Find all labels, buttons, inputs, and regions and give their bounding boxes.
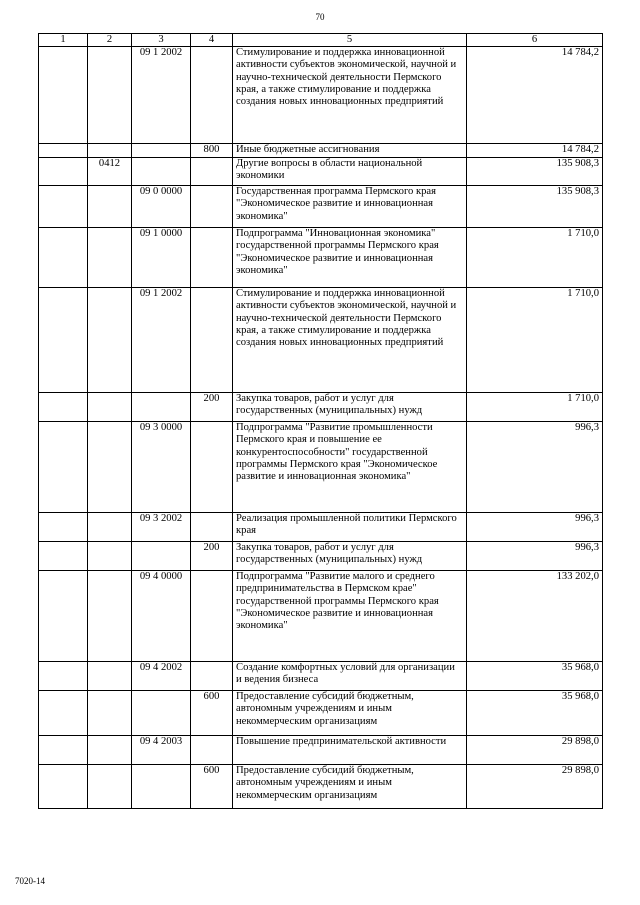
- table-row: [39, 393, 603, 422]
- cell-amount: 1 710,0: [467, 393, 603, 422]
- cell-target-article: 09 3 2002: [132, 513, 191, 542]
- cell-target-article: [132, 691, 191, 736]
- cell-section: [39, 288, 88, 393]
- cell-subsection: [88, 691, 132, 736]
- footer-document-code: 7020-14: [15, 876, 45, 886]
- table-row: [39, 144, 603, 158]
- cell-subsection: [88, 571, 132, 662]
- cell-target-article: 09 0 0000: [132, 186, 191, 228]
- cell-amount: 35 968,0: [467, 662, 603, 691]
- table-row: [39, 765, 603, 809]
- cell-amount: 29 898,0: [467, 736, 603, 765]
- cell-description: Повышение предпринимательской активности: [233, 736, 467, 765]
- table-row: [39, 47, 603, 144]
- cell-target-article: [132, 542, 191, 571]
- cell-section: [39, 542, 88, 571]
- cell-subsection: [88, 288, 132, 393]
- cell-section: [39, 765, 88, 809]
- cell-subsection: [88, 736, 132, 765]
- cell-amount: 1 710,0: [467, 288, 603, 393]
- cell-amount: 996,3: [467, 513, 603, 542]
- cell-expense-type: [191, 662, 233, 691]
- cell-description: Стимулирование и поддержка инновационной активности субъектов экономической, научной и научно-технической деятельности Пермского края, а также стимулирование и поддержка создания новых инновационных предприятий: [233, 288, 467, 393]
- cell-expense-type: [191, 736, 233, 765]
- cell-subsection: 0412: [88, 158, 132, 186]
- cell-amount: 133 202,0: [467, 571, 603, 662]
- cell-subsection: [88, 47, 132, 144]
- cell-expense-type: [191, 288, 233, 393]
- cell-description: Иные бюджетные ассигнования: [233, 144, 467, 158]
- cell-description: Подпрограмма "Развитие малого и среднего предпринимательства в Пермском крае" государственной программы Пермского края "Экономическое развитие и инновационная экономика": [233, 571, 467, 662]
- cell-section: [39, 422, 88, 513]
- cell-description: Предоставление субсидий бюджетным, автономным учреждениям и иным некоммерческим организациям: [233, 691, 467, 736]
- cell-subsection: [88, 422, 132, 513]
- cell-target-article: [132, 158, 191, 186]
- cell-amount: 29 898,0: [467, 765, 603, 809]
- col-header-3: 3: [132, 34, 191, 47]
- col-header-6: 6: [467, 34, 603, 47]
- cell-amount: 996,3: [467, 422, 603, 513]
- cell-amount: 996,3: [467, 542, 603, 571]
- cell-description: Стимулирование и поддержка инновационной активности субъектов экономической, научной и научно-технической деятельности Пермского края, а также стимулирование и поддержка создания новых инновационных предприятий: [233, 47, 467, 144]
- cell-target-article: 09 4 0000: [132, 571, 191, 662]
- cell-amount: 135 908,3: [467, 186, 603, 228]
- cell-subsection: [88, 513, 132, 542]
- table-row: [39, 571, 603, 662]
- cell-description: Подпрограмма "Инновационная экономика" государственной программы Пермского края "Экономическое развитие и инновационная экономика": [233, 228, 467, 288]
- table-row: [39, 288, 603, 393]
- table-row: [39, 736, 603, 765]
- table-row: [39, 513, 603, 542]
- cell-section: [39, 158, 88, 186]
- cell-description: Создание комфортных условий для организации и ведения бизнеса: [233, 662, 467, 691]
- cell-expense-type: [191, 228, 233, 288]
- col-header-1: 1: [39, 34, 88, 47]
- cell-amount: 135 908,3: [467, 158, 603, 186]
- cell-expense-type: 200: [191, 393, 233, 422]
- col-header-5: 5: [233, 34, 467, 47]
- cell-subsection: [88, 228, 132, 288]
- cell-section: [39, 736, 88, 765]
- cell-section: [39, 228, 88, 288]
- cell-description: Закупка товаров, работ и услуг для государственных (муниципальных) нужд: [233, 393, 467, 422]
- table-row: [39, 422, 603, 513]
- cell-expense-type: 200: [191, 542, 233, 571]
- cell-target-article: [132, 765, 191, 809]
- cell-expense-type: 800: [191, 144, 233, 158]
- cell-target-article: 09 3 0000: [132, 422, 191, 513]
- col-header-2: 2: [88, 34, 132, 47]
- cell-description: Другие вопросы в области национальной экономики: [233, 158, 467, 186]
- cell-amount: 35 968,0: [467, 691, 603, 736]
- cell-target-article: 09 4 2003: [132, 736, 191, 765]
- cell-target-article: [132, 144, 191, 158]
- cell-subsection: [88, 186, 132, 228]
- cell-section: [39, 691, 88, 736]
- cell-section: [39, 47, 88, 144]
- cell-description: Закупка товаров, работ и услуг для государственных (муниципальных) нужд: [233, 542, 467, 571]
- cell-subsection: [88, 662, 132, 691]
- cell-description: Государственная программа Пермского края "Экономическое развитие и инновационная экономика": [233, 186, 467, 228]
- cell-amount: 14 784,2: [467, 144, 603, 158]
- page-number: 70: [315, 12, 325, 22]
- cell-section: [39, 513, 88, 542]
- cell-target-article: 09 4 2002: [132, 662, 191, 691]
- cell-amount: 1 710,0: [467, 228, 603, 288]
- cell-amount: 14 784,2: [467, 47, 603, 144]
- table-row: [39, 228, 603, 288]
- cell-description: Реализация промышленной политики Пермского края: [233, 513, 467, 542]
- table-row: [39, 662, 603, 691]
- cell-subsection: [88, 765, 132, 809]
- cell-target-article: [132, 393, 191, 422]
- cell-section: [39, 144, 88, 158]
- cell-section: [39, 186, 88, 228]
- cell-subsection: [88, 144, 132, 158]
- cell-section: [39, 571, 88, 662]
- cell-target-article: 09 1 2002: [132, 47, 191, 144]
- cell-target-article: 09 1 0000: [132, 228, 191, 288]
- table-row: [39, 158, 603, 186]
- table-row: [39, 542, 603, 571]
- table-header-row: [39, 34, 603, 47]
- cell-expense-type: [191, 513, 233, 542]
- cell-section: [39, 662, 88, 691]
- cell-description: Подпрограмма "Развитие промышленности Пермского края и повышение ее конкурентоспособности" государственной программы Пермского края "Экономическое развитие и инновационная экономика": [233, 422, 467, 513]
- cell-description: Предоставление субсидий бюджетным, автономным учреждениям и иным некоммерческим организациям: [233, 765, 467, 809]
- table-row: [39, 186, 603, 228]
- cell-expense-type: [191, 186, 233, 228]
- table-row: [39, 691, 603, 736]
- cell-subsection: [88, 542, 132, 571]
- cell-expense-type: 600: [191, 691, 233, 736]
- cell-target-article: 09 1 2002: [132, 288, 191, 393]
- cell-expense-type: [191, 422, 233, 513]
- cell-subsection: [88, 393, 132, 422]
- cell-expense-type: [191, 47, 233, 144]
- cell-expense-type: [191, 571, 233, 662]
- budget-table: [38, 33, 603, 809]
- cell-expense-type: 600: [191, 765, 233, 809]
- cell-expense-type: [191, 158, 233, 186]
- cell-section: [39, 393, 88, 422]
- col-header-4: 4: [191, 34, 233, 47]
